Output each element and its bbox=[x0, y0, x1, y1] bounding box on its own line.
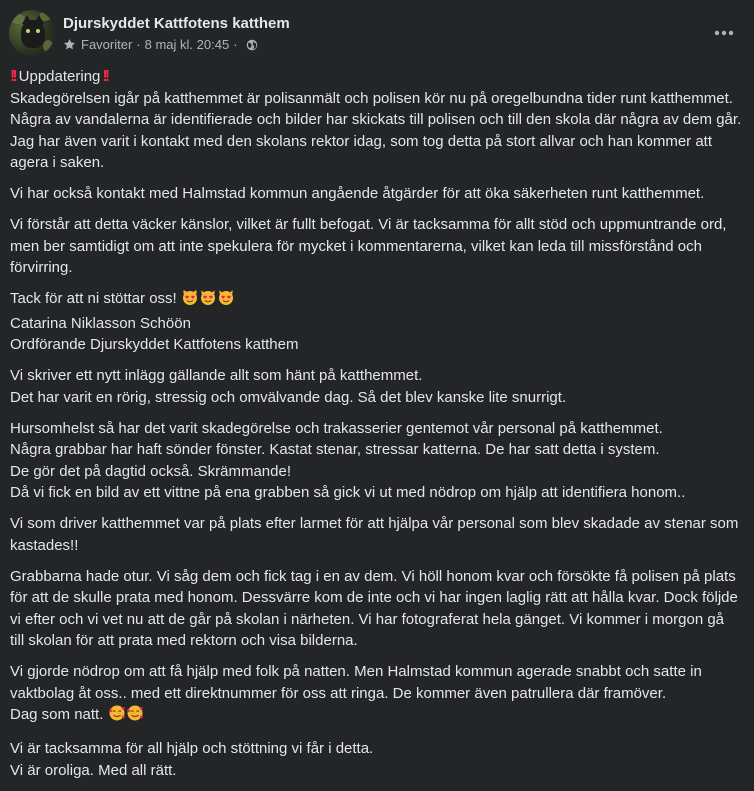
signature-title: Ordförande Djurskyddet Kattfotens katthem bbox=[10, 336, 299, 353]
double-exclamation-icon: !! bbox=[102, 68, 108, 85]
post-meta bbox=[63, 37, 258, 52]
post-paragraph: Vi är tacksamma för all hjälp och stöttning vi får i detta. Vi är oroliga. Med all rätt. bbox=[10, 740, 374, 779]
avatar-leaf-decoration bbox=[43, 40, 53, 52]
post-paragraph: Grabbarna hade otur. Vi såg dem och fick tag i en av dem. Vi höll honom kvar och försökte få polisen på plats för att de skulle prata med honom. Dessvärre kom de inte och vi har ingen laglig rätt att hålla kvar. Dock följde vi efter och vi vet nu att de går på skolan i närheten. Vi har fotograferat hela gänget. Vi kommer i morgon gå till skolan för att prata med rektorn och visa bilderna. bbox=[10, 567, 738, 649]
post-paragraph: Vi som driver katthemmet var på plats efter larmet för att hjälpa vår personal som blev skadade av stenar som kastades!! bbox=[10, 515, 739, 554]
cat-eye bbox=[26, 29, 30, 33]
post-timestamp[interactable]: 8 maj kl. 20:45 bbox=[144, 37, 230, 52]
double-exclamation-icon: !! bbox=[10, 68, 15, 85]
more-horizontal-icon bbox=[714, 30, 734, 36]
page-name-link[interactable]: Djurskyddet Kattfotens katthem bbox=[63, 15, 290, 32]
smiling-face-with-hearts-icon bbox=[108, 704, 126, 729]
headline-line bbox=[10, 66, 742, 88]
heart-eyes-cat-icon bbox=[181, 288, 199, 313]
post-paragraph: Hursomhelst så har det varit skadegörelse och trakasserier gentemot vår personal på katthemmet. Några grabbar har haft sönder fönster. Kastat stenar, stressar katterna. De har satt detta i system. De gör det på dagtid också. Skrämmande! Då vi fick en bild av ett vittne på ena grabben så gick vi ut med nödrop om hjälp att identifiera honom.. bbox=[10, 419, 686, 501]
post-paragraph: Vi har också kontakt med Halmstad kommun angående åtgärder för att öka säkerheten runt katthemmet. bbox=[10, 185, 705, 202]
thanks-line: Tack för att ni stöttar oss! bbox=[10, 290, 177, 307]
more-options-button[interactable] bbox=[709, 18, 739, 48]
post-paragraph: Skadegörelsen igår på katthemmet är polisanmält och polisen kör nu på oregelbundna tider runt katthemmet. Några av vandalerna är identifierade och bilder har skickats till polisen och till den skola där några av dem går. Jag har även varit i kontakt med den skolans rektor idag, som tog detta på stort allvar och han kommer att agera i saken. bbox=[10, 89, 742, 171]
thanks-signature-block bbox=[10, 288, 742, 356]
post-paragraph: Vi skriver ett nytt inlägg gällande allt som hänt på katthemmet. Det har varit en rörig, stressig och omvälvande dag. Så det blev kanske lite snurrigt. bbox=[10, 367, 567, 406]
globe-icon[interactable] bbox=[246, 39, 258, 51]
signature-name: Catarina Niklasson Schöön bbox=[10, 314, 191, 332]
audience-label[interactable]: Favoriter bbox=[81, 37, 133, 52]
night-paragraph-block bbox=[10, 661, 742, 729]
headline-text: Uppdatering bbox=[18, 68, 101, 85]
night-paragraph: Vi gjorde nödrop om att få hjälp med folk på natten. Men Halmstad kommun agerade snabbt och satte in vaktbolag åt oss.. med ett direktnummer för oss att ringa. De kommer även patrullera där framöver. Dag som natt. bbox=[10, 663, 702, 723]
cat-eye bbox=[36, 29, 40, 33]
heart-eyes-cat-icon bbox=[217, 288, 235, 313]
cat-icon bbox=[21, 20, 45, 48]
smiling-face-with-hearts-icon bbox=[126, 704, 144, 729]
post-header bbox=[9, 10, 745, 56]
meta-separator: · bbox=[136, 37, 141, 52]
star-icon bbox=[63, 38, 76, 51]
heart-eyes-cat-icon bbox=[199, 288, 217, 313]
post-paragraph: Vi förstår att detta väcker känslor, vilket är fullt befogat. Vi är tacksamma för allt stöd och uppmuntrande ord, men ber samtidigt om att inte spekulera för mycket i kommentarerna, vilket kan leda till missförstånd och förvirring. bbox=[10, 216, 727, 276]
page-avatar[interactable] bbox=[9, 10, 55, 56]
post-body bbox=[10, 66, 742, 791]
meta-separator: · bbox=[233, 37, 238, 52]
